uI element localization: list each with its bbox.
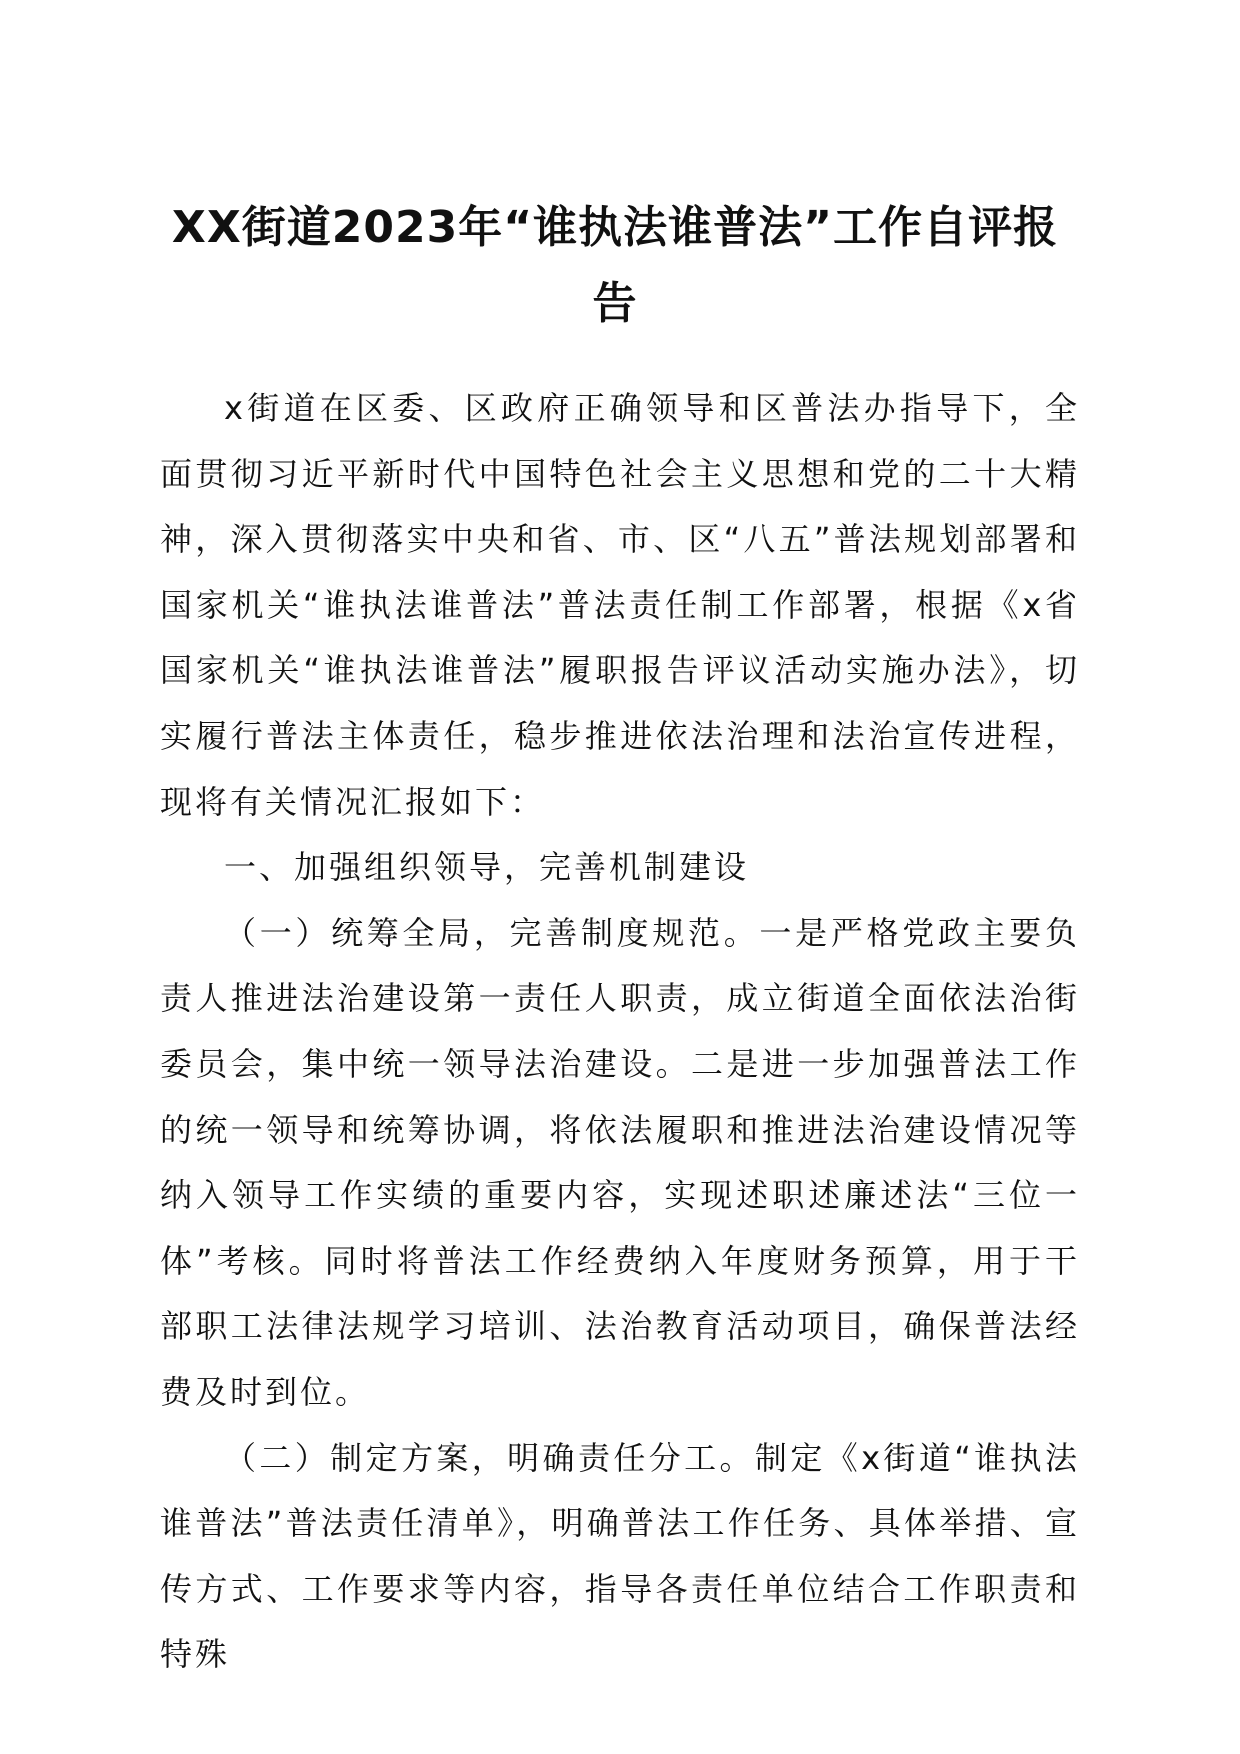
intro-paragraph: x街道在区委、区政府正确领导和区普法办指导下，全面贯彻习近平新时代中国特色社会主义思想和党的二十大精神，深入贯彻落实中央和省、市、区“八五”普法规划部署和国家机关“谁执法谁普法”普法责任制工作部署，根据《x省国家机关“谁执法谁普法”履职报告评议活动实施办法》，切实履行普法主体责任，稳步推进依法治理和法治宣传进程，现将有关情况汇报如下： [160, 389, 1080, 821]
section-heading-1: 一、加强组织领导，完善机制建设 [224, 848, 750, 887]
subsection-paragraph-1: （一）统筹全局，完善制度规范。一是严格党政主要负责人推进法治建设第一责任人职责，成立街道全面依法治街委员会，集中统一领导法治建设。二是进一步加强普法工作的统一领导和统筹协调，将依法履职和推进法治建设情况等纳入领导工作实绩的重要内容，实现述职述廉述法“三位一体”考核。同时将普法工作经费纳入年度财务预算，用于干部职工法律法规学习培训、法治教育活动项目，确保普法经费及时到位。 [160, 913, 1080, 1411]
document-body [160, 376, 1080, 1688]
subsection-paragraph-2: （二）制定方案，明确责任分工。制定《x街道“谁执法谁普法”普法责任清单》，明确普法工作任务、具体举措、宣传方式、工作要求等内容，指导各责任单位结合工作职责和特殊 [160, 1438, 1080, 1674]
document-title: XX街道2023年“谁执法谁普法”工作自评报告 [171, 202, 1059, 329]
